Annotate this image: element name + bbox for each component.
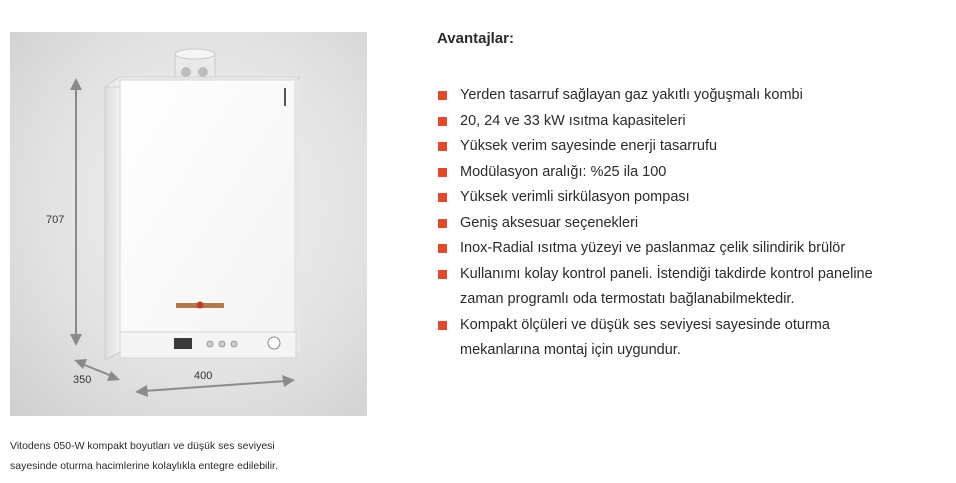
height-dimension-arrow	[70, 78, 82, 346]
advantage-item	[437, 262, 952, 313]
advantage-text-line: zaman programlı oda termostatı bağlanabilmektedir.	[460, 291, 795, 307]
advantage-text-line: Modülasyon aralığı: %25 ila 100	[460, 163, 667, 180]
advantages-title: Avantajlar:	[437, 30, 514, 47]
advantages-list	[437, 83, 952, 364]
boiler-front	[120, 80, 296, 352]
advantage-item	[437, 160, 952, 186]
advantage-text-line: Kompakt ölçüleri ve düşük ses seviyesi sayesinde oturma	[460, 316, 830, 333]
advantage-item	[437, 211, 952, 237]
square-bullet-icon	[438, 193, 447, 202]
caption-line: Vitodens 050-W kompakt boyutları ve düşük ses seviyesi	[10, 440, 275, 452]
caption-line: sayesinde oturma hacimlerine kolaylıkla entegre edilebilir.	[10, 460, 278, 472]
advantage-item	[437, 134, 952, 160]
advantage-item	[437, 83, 952, 109]
square-bullet-icon	[438, 321, 447, 330]
width-label: 400	[194, 370, 213, 382]
advantage-text-line: Yerden tasarruf sağlayan gaz yakıtlı yoğuşmalı kombi	[460, 87, 803, 103]
advantage-text-line: Yüksek verimli sirkülasyon pompası	[460, 189, 690, 205]
pressure-gauge-icon	[268, 337, 280, 349]
advantage-item	[437, 185, 952, 211]
width-dimension-arrow	[135, 375, 295, 397]
square-bullet-icon	[438, 117, 447, 126]
advantage-text-line: Kullanımı kolay kontrol paneli. İstendiği takdirde kontrol paneline	[460, 265, 873, 282]
advantage-item	[437, 313, 952, 364]
advantage-text-line: Geniş aksesuar seçenekleri	[460, 214, 639, 231]
square-bullet-icon	[438, 142, 447, 151]
display-screen	[174, 338, 192, 349]
square-bullet-icon	[438, 168, 447, 177]
square-bullet-icon	[438, 244, 447, 253]
advantage-text-line: mekanlarına montaj için uygundur.	[460, 342, 681, 358]
advantage-item	[437, 236, 952, 262]
depth-label: 350	[73, 374, 92, 386]
model-label-vertical	[284, 88, 286, 106]
height-label: 707	[46, 214, 65, 226]
advantage-item	[437, 109, 952, 135]
boiler-figure	[10, 32, 367, 416]
control-panel	[120, 332, 296, 358]
advantage-text-line: Yüksek verim sayesinde enerji tasarrufu	[460, 138, 718, 154]
square-bullet-icon	[438, 219, 447, 228]
boiler-side	[105, 77, 120, 360]
advantage-text-line: 20, 24 ve 33 kW ısıtma kapasiteleri	[460, 112, 686, 129]
advantages-section	[437, 30, 952, 364]
advantage-text-line: Inox-Radial ısıtma yüzeyi ve paslanmaz çelik silindirik brülör	[460, 240, 846, 256]
boiler-right-edge	[294, 80, 300, 352]
figure-caption	[10, 436, 370, 476]
square-bullet-icon	[438, 91, 447, 100]
square-bullet-icon	[438, 270, 447, 279]
